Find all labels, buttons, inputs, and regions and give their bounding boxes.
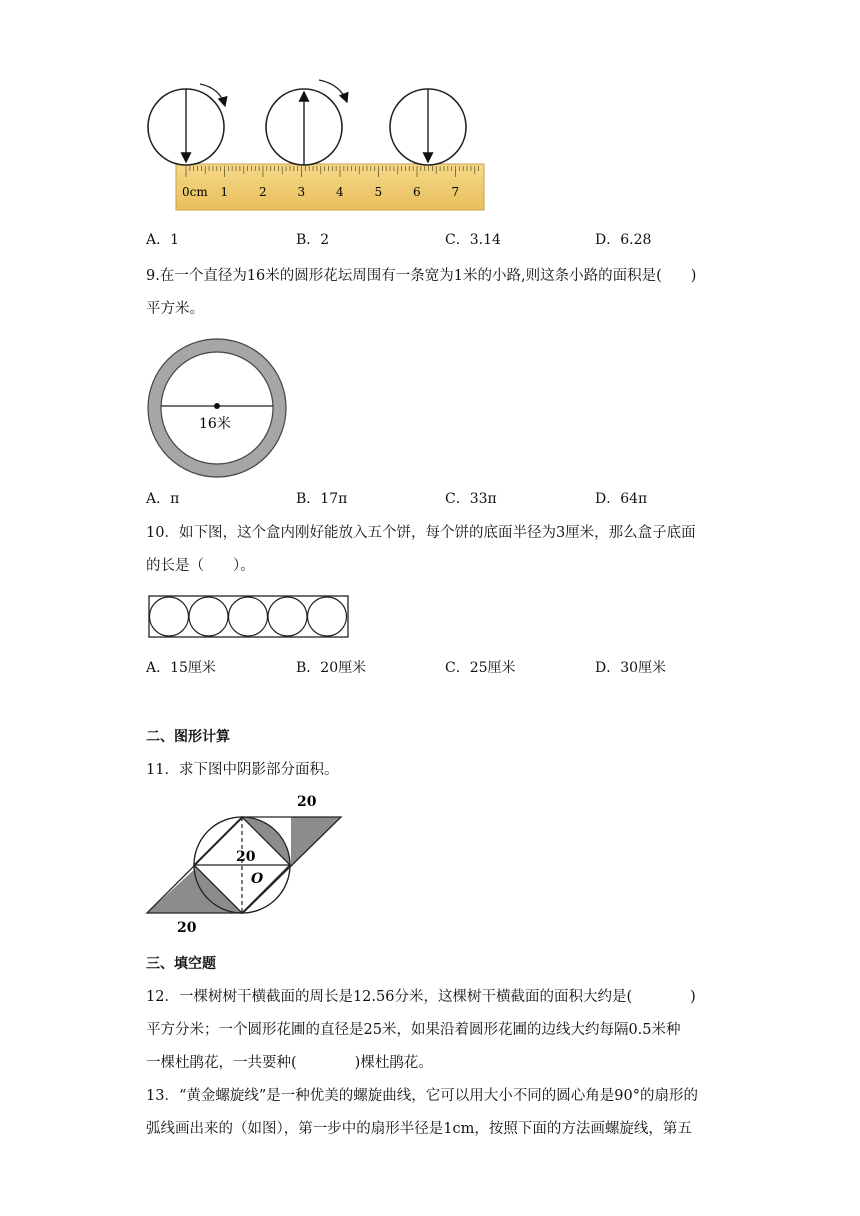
- q13-text-line1: 13．“黄金螺旋线”是一种优美的螺旋曲线，它可以用大小不同的圆心角是90°的扇形的: [146, 1088, 698, 1104]
- q10-text-line2: 的长是（ ）。: [146, 558, 255, 574]
- q10-option-d[interactable]: D．30厘米: [595, 660, 667, 676]
- shaded-area-figure: [145, 790, 345, 938]
- center-label: O: [251, 871, 264, 887]
- ruler-tick-label: 6: [413, 185, 421, 199]
- q9-option-c[interactable]: C．33π: [445, 491, 497, 507]
- q10-option-c[interactable]: C．25厘米: [445, 660, 516, 676]
- ruler-unit-label: 0cm: [182, 185, 208, 199]
- ruler-tick-label: 1: [220, 185, 229, 199]
- q9-text-line1: 9.在一个直径为16米的圆形花坛周围有一条宽为1米的小路,则这条小路的面积是( ): [146, 268, 697, 284]
- diameter-label: 16米: [199, 416, 231, 432]
- q11-text: 11．求下图中阴影部分面积。: [146, 762, 339, 778]
- q8-option-d[interactable]: D．6.28: [595, 232, 652, 248]
- q12-text-line1: 12．一棵树树干横截面的周长是12.56分米，这棵树干横截面的面积大约是( ): [146, 989, 696, 1005]
- q8-option-a[interactable]: A．1: [146, 232, 180, 248]
- q8-option-b[interactable]: B．2: [296, 232, 330, 248]
- ruler-tick-label: 2: [259, 185, 267, 199]
- q10-text-line1: 10．如下图，这个盒内刚好能放入五个饼，每个饼的底面半径为3厘米，那么盒子底面: [146, 525, 696, 541]
- q9-text-line2: 平方米。: [146, 301, 204, 317]
- ruler-tick-label: 4: [336, 185, 344, 199]
- q9-option-b[interactable]: B．17π: [296, 491, 348, 507]
- q12-text-line3: 一棵杜鹃花，一共要种( )棵杜鹃花。: [146, 1055, 433, 1071]
- top-length-label: 20: [297, 794, 317, 810]
- ruler-tick-label: 5: [374, 185, 383, 199]
- q9-option-a[interactable]: A．π: [146, 491, 180, 507]
- q8-option-c[interactable]: C．3.14: [445, 232, 501, 248]
- rolling-circle-figure: [140, 76, 490, 214]
- q10-option-b[interactable]: B．20厘米: [296, 660, 367, 676]
- box-of-five-cakes-figure: [148, 595, 350, 639]
- ruler-tick-label: 3: [297, 185, 306, 199]
- bottom-length-label: 20: [177, 920, 197, 936]
- q13-text-line2: 弧线画出来的（如图），第一步中的扇形半径是1cm，按照下面的方法画螺旋线，第五: [146, 1121, 692, 1137]
- ruler-tick-label: 7: [451, 185, 460, 199]
- middle-length-label: 20: [236, 849, 256, 865]
- q12-text-line2: 平方分米；一个圆形花圃的直径是25米，如果沿着圆形花圃的边线大约每隔0.5米种: [146, 1022, 681, 1038]
- q9-option-d[interactable]: D．64π: [595, 491, 648, 507]
- circular-path-figure: [146, 338, 288, 480]
- section-2-title: 二、图形计算: [146, 729, 230, 745]
- q10-option-a[interactable]: A．15厘米: [146, 660, 216, 676]
- section-3-title: 三、填空题: [146, 956, 216, 972]
